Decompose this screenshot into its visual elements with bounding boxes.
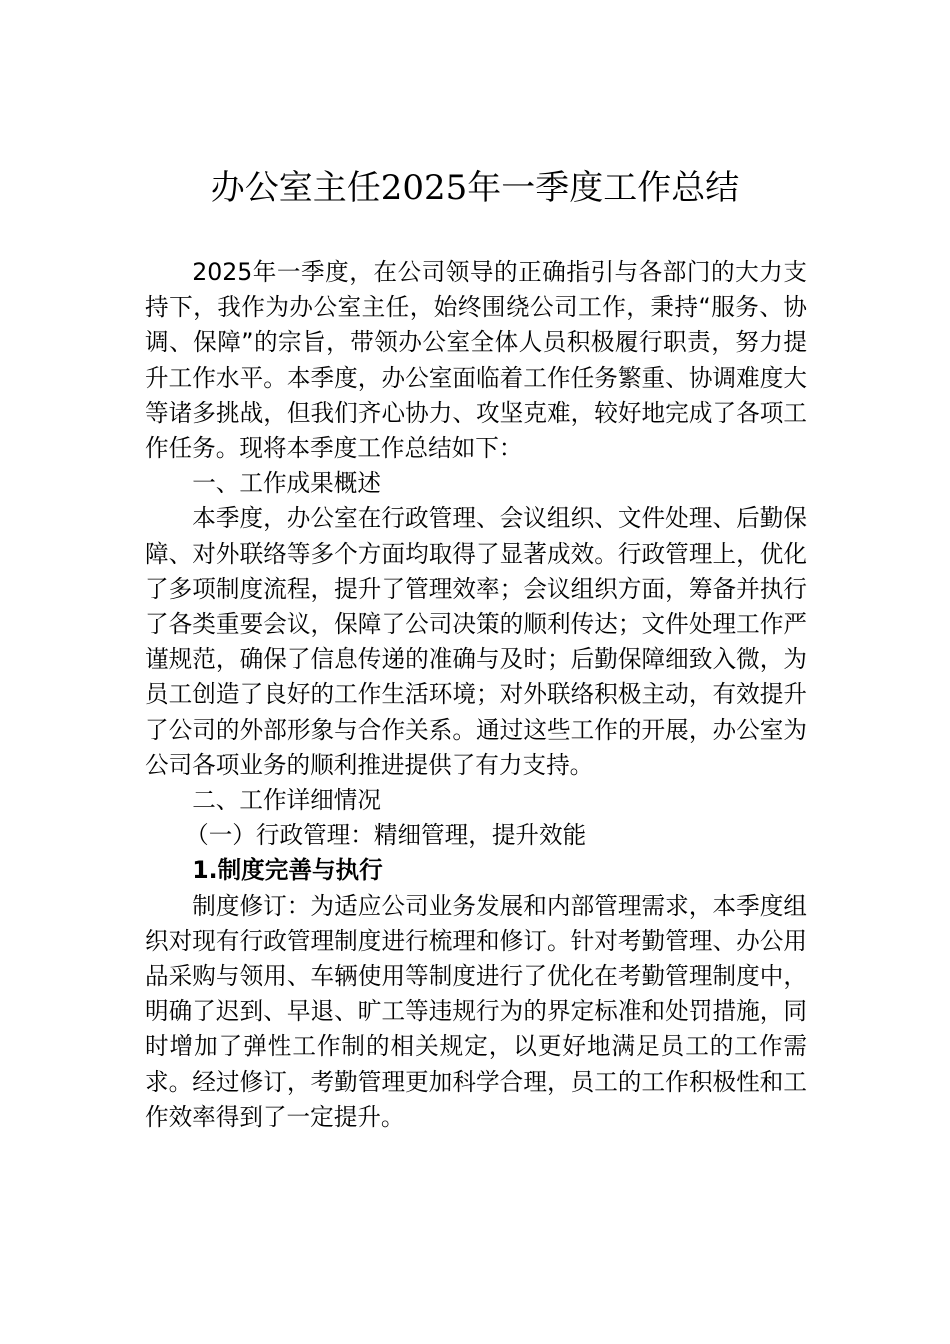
document-body (145, 255, 807, 1135)
section-heading-1: 一、工作成果概述 (192, 469, 381, 498)
subsection-heading-1: （一）行政管理：精细管理，提升效能 (185, 821, 587, 850)
document-title: 办公室主任2025年一季度工作总结 (210, 168, 740, 208)
item-heading-1: 1.制度完善与执行 (192, 856, 383, 885)
regulation-paragraph: 制度修订：为适应公司业务发展和内部管理需求，本季度组织对现有行政管理制度进行梳理和修订。针对考勤管理、办公用品采购与领用、车辆使用等制度进行了优化在考勤管理制度中，明确了迟到、早退、旷工等违规行为的界定标准和处罚措施，同时增加了弹性工作制的相关规定，以更好地满足员工的工作需求。经过修订，考勤管理更加科学合理，员工的工作积极性和工作效率得到了一定提升。 (145, 891, 807, 1131)
overview-paragraph: 本季度，办公室在行政管理、会议组织、文件处理、后勤保障、对外联络等多个方面均取得了显著成效。行政管理上，优化了多项制度流程，提升了管理效率；会议组织方面，筹备并执行了各类重要会议，保障了公司决策的顺利传达；文件处理工作严谨规范，确保了信息传递的准确与及时；后勤保障细致入微，为员工创造了良好的工作生活环境；对外联络积极主动，有效提升了公司的外部形象与合作关系。通过这些工作的开展，办公室为公司各项业务的顺利推进提供了有力支持。 (145, 504, 807, 779)
intro-paragraph: 2025年一季度，在公司领导的正确指引与各部门的大力支持下，我作为办公室主任，始终围绕公司工作，秉持“服务、协调、保障”的宗旨，带领办公室全体人员积极履行职责，努力提升工作水平。本季度，办公室面临着工作任务繁重、协调难度大等诸多挑战，但我们齐心协力、攻坚克难，较好地完成了各项工作任务。现将本季度工作总结如下： (145, 258, 807, 463)
section-heading-2: 二、工作详细情况 (192, 786, 381, 815)
